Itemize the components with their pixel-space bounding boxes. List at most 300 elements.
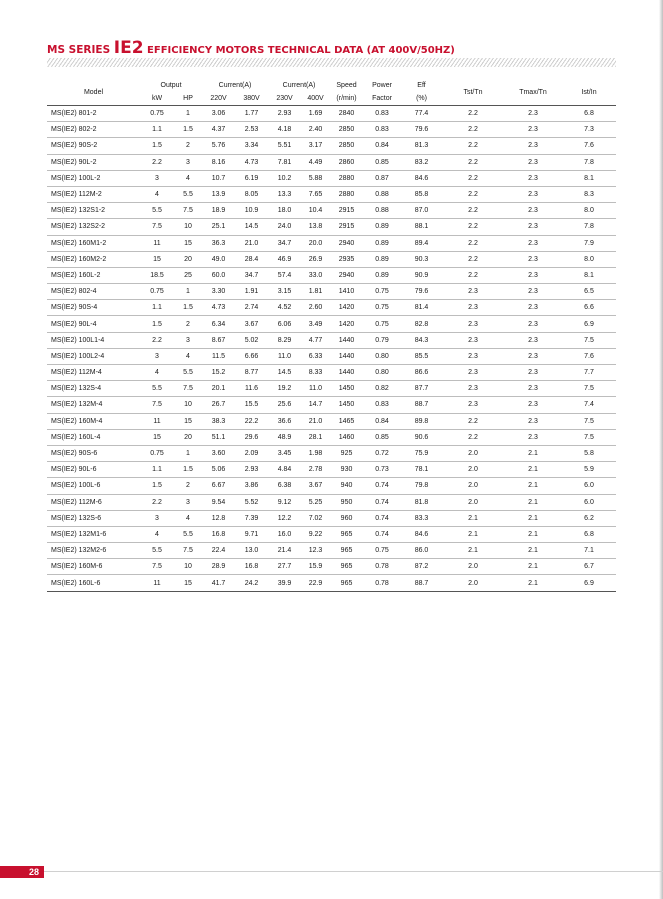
table-cell: 7.5 — [140, 219, 174, 235]
table-cell: 2.2 — [442, 138, 504, 154]
table-cell: 2.1 — [504, 445, 562, 461]
table-cell: 84.6 — [401, 526, 442, 542]
table-cell: 2.2 — [442, 219, 504, 235]
table-cell: 4 — [140, 365, 174, 381]
table-cell: 0.89 — [363, 267, 401, 283]
table-cell: 14.5 — [268, 365, 301, 381]
table-body — [47, 106, 616, 592]
table-cell: 48.9 — [268, 429, 301, 445]
table-cell: 1.77 — [235, 106, 268, 122]
table-cell: 4.18 — [268, 122, 301, 138]
table-cell: 2.93 — [235, 462, 268, 478]
table-cell: 5.5 — [140, 203, 174, 219]
table-row — [47, 397, 616, 413]
model-cell: MS(IE2) 90L-4 — [47, 316, 140, 332]
table-cell: 6.66 — [235, 348, 268, 364]
table-cell: 4 — [174, 348, 202, 364]
table-cell: 60.0 — [202, 267, 235, 283]
table-cell: 9.12 — [268, 494, 301, 510]
table-cell: 13.3 — [268, 186, 301, 202]
table-cell: 1.81 — [301, 284, 330, 300]
model-cell: MS(IE2) 90L-2 — [47, 154, 140, 170]
model-cell: MS(IE2) 160M2-2 — [47, 251, 140, 267]
table-cell: 18.0 — [268, 203, 301, 219]
table-cell: 7.6 — [562, 348, 616, 364]
table-cell: 7.4 — [562, 397, 616, 413]
header-output: Output — [160, 82, 182, 89]
table-row — [47, 203, 616, 219]
table-row — [47, 575, 616, 591]
header-model: Model — [83, 88, 104, 96]
table-cell: 960 — [330, 510, 363, 526]
table-cell: 2.2 — [442, 122, 504, 138]
model-cell: MS(IE2) 90S-4 — [47, 300, 140, 316]
table-cell: 0.78 — [363, 575, 401, 591]
table-cell: 15.2 — [202, 365, 235, 381]
table-cell: 0.78 — [363, 559, 401, 575]
table-cell: 15 — [140, 429, 174, 445]
table-cell: 0.89 — [363, 219, 401, 235]
model-cell: MS(IE2) 100L-6 — [47, 478, 140, 494]
table-cell: 8.1 — [562, 170, 616, 186]
table-cell: 2.93 — [268, 106, 301, 122]
table-cell: 9.54 — [202, 494, 235, 510]
table-cell: 0.85 — [363, 154, 401, 170]
table-cell: 87.0 — [401, 203, 442, 219]
table-cell: 21.0 — [235, 235, 268, 251]
table-cell: 2.40 — [301, 122, 330, 138]
table-cell: 0.75 — [140, 445, 174, 461]
table-cell: 0.75 — [140, 106, 174, 122]
table-cell: 1460 — [330, 429, 363, 445]
table-row — [47, 219, 616, 235]
table-row — [47, 365, 616, 381]
table-cell: 2.1 — [504, 575, 562, 591]
model-cell: MS(IE2) 132S1-2 — [47, 203, 140, 219]
table-cell: 0.80 — [363, 365, 401, 381]
model-cell: MS(IE2) 160L-2 — [47, 267, 140, 283]
table-cell: 6.6 — [562, 300, 616, 316]
header-380v: 380V — [243, 94, 260, 102]
table-cell: 81.4 — [401, 300, 442, 316]
table-cell: 2.2 — [442, 154, 504, 170]
table-row — [47, 154, 616, 170]
table-cell: 1450 — [330, 397, 363, 413]
model-cell: MS(IE2) 90S-6 — [47, 445, 140, 461]
table-cell: 2.1 — [442, 543, 504, 559]
header-speed-unit: (r/min) — [336, 94, 357, 102]
table-cell: 6.5 — [562, 284, 616, 300]
table-cell: 7.39 — [235, 510, 268, 526]
table-cell: 2.60 — [301, 300, 330, 316]
table-cell: 1.1 — [140, 122, 174, 138]
table-cell: 940 — [330, 478, 363, 494]
table-cell: 14.7 — [301, 397, 330, 413]
table-cell: 6.7 — [562, 559, 616, 575]
table-row — [47, 494, 616, 510]
table-cell: 0.87 — [363, 170, 401, 186]
table-cell: 20.1 — [202, 381, 235, 397]
table-cell: 0.88 — [363, 203, 401, 219]
table-cell: 81.8 — [401, 494, 442, 510]
table-cell: 20.0 — [301, 235, 330, 251]
table-cell: 5.5 — [140, 543, 174, 559]
table-cell: 8.0 — [562, 251, 616, 267]
table-cell: 6.0 — [562, 478, 616, 494]
page-number: 28 — [0, 866, 44, 878]
table-cell: 0.83 — [363, 106, 401, 122]
page-edge-shadow — [659, 0, 663, 899]
table-cell: 84.3 — [401, 332, 442, 348]
header-230v: 230V — [276, 94, 293, 102]
table-cell: 21.4 — [268, 543, 301, 559]
table-cell: 87.7 — [401, 381, 442, 397]
table-cell: 3 — [140, 170, 174, 186]
table-cell: 3 — [140, 510, 174, 526]
table-cell: 2.3 — [504, 332, 562, 348]
table-cell: 12.8 — [202, 510, 235, 526]
table-cell: 1450 — [330, 381, 363, 397]
table-cell: 2.3 — [504, 251, 562, 267]
table-cell: 930 — [330, 462, 363, 478]
table-cell: 2.3 — [504, 235, 562, 251]
table-cell: 1.5 — [140, 316, 174, 332]
header-400v: 400V — [307, 94, 324, 102]
table-cell: 10.4 — [301, 203, 330, 219]
table-cell: 11 — [140, 413, 174, 429]
table-cell: 2860 — [330, 154, 363, 170]
table-cell: 3.86 — [235, 478, 268, 494]
table-cell: 15.5 — [235, 397, 268, 413]
table-cell: 0.84 — [363, 138, 401, 154]
table-cell: 78.1 — [401, 462, 442, 478]
table-cell: 2.3 — [504, 413, 562, 429]
table-cell: 15 — [174, 235, 202, 251]
table-cell: 57.4 — [268, 267, 301, 283]
table-cell: 8.05 — [235, 186, 268, 202]
table-cell: 8.1 — [562, 267, 616, 283]
table-row — [47, 170, 616, 186]
model-cell: MS(IE2) 160L-6 — [47, 575, 140, 591]
table-cell: 2.3 — [504, 316, 562, 332]
table-cell: 2.3 — [504, 203, 562, 219]
table-cell: 2.3 — [442, 332, 504, 348]
table-cell: 2940 — [330, 267, 363, 283]
table-cell: 2840 — [330, 106, 363, 122]
table-cell: 51.1 — [202, 429, 235, 445]
model-cell: MS(IE2) 160M-4 — [47, 413, 140, 429]
table-cell: 2.3 — [504, 429, 562, 445]
table-cell: 0.74 — [363, 526, 401, 542]
table-cell: 2.2 — [442, 203, 504, 219]
model-cell: MS(IE2) 112M-2 — [47, 186, 140, 202]
table-cell: 2.2 — [442, 413, 504, 429]
table-cell: 7.81 — [268, 154, 301, 170]
table-cell: 7.5 — [174, 381, 202, 397]
table-cell: 3.67 — [235, 316, 268, 332]
table-cell: 2.3 — [504, 381, 562, 397]
table-cell: 2.3 — [504, 365, 562, 381]
model-cell: MS(IE2) 801-2 — [47, 106, 140, 122]
table-cell: 1420 — [330, 316, 363, 332]
table-cell: 8.0 — [562, 203, 616, 219]
table-row — [47, 332, 616, 348]
table-cell: 19.2 — [268, 381, 301, 397]
table-cell: 22.4 — [202, 543, 235, 559]
table-cell: 0.74 — [363, 510, 401, 526]
header-speed: Speed — [336, 82, 357, 89]
table-cell: 0.89 — [363, 251, 401, 267]
table-cell: 7.8 — [562, 154, 616, 170]
table-cell: 2.3 — [504, 106, 562, 122]
table-cell: 6.9 — [562, 575, 616, 591]
table-cell: 2.1 — [504, 462, 562, 478]
table-cell: 10 — [174, 219, 202, 235]
table-cell: 2880 — [330, 170, 363, 186]
table-cell: 2.3 — [442, 284, 504, 300]
header-eff-unit: (%) — [416, 94, 427, 102]
table-cell: 2 — [174, 316, 202, 332]
table-cell: 6.33 — [301, 348, 330, 364]
table-cell: 4.77 — [301, 332, 330, 348]
table-cell: 4 — [140, 186, 174, 202]
table-cell: 88.1 — [401, 219, 442, 235]
table-cell: 16.0 — [268, 526, 301, 542]
table-cell: 25 — [174, 267, 202, 283]
model-cell: MS(IE2) 132M-4 — [47, 397, 140, 413]
title-prefix: MS SERIES — [47, 44, 114, 56]
header-current-220-380: Current(A) — [218, 82, 252, 89]
table-cell: 77.4 — [401, 106, 442, 122]
technical-data-table — [47, 80, 616, 592]
model-cell: MS(IE2) 160L-4 — [47, 429, 140, 445]
table-cell: 4.84 — [268, 462, 301, 478]
table-row — [47, 445, 616, 461]
table-cell: 1410 — [330, 284, 363, 300]
table-cell: 13.0 — [235, 543, 268, 559]
table-cell: 15 — [140, 251, 174, 267]
table-cell: 16.8 — [235, 559, 268, 575]
table-cell: 34.7 — [235, 267, 268, 283]
table-cell: 1.91 — [235, 284, 268, 300]
table-cell: 7.7 — [562, 365, 616, 381]
table-cell: 28.4 — [235, 251, 268, 267]
table-cell: 2.1 — [504, 543, 562, 559]
table-cell: 3 — [174, 154, 202, 170]
table-cell: 24.0 — [268, 219, 301, 235]
table-cell: 39.9 — [268, 575, 301, 591]
table-cell: 14.5 — [235, 219, 268, 235]
table-cell: 1440 — [330, 332, 363, 348]
header-ist-in: Ist/In — [581, 88, 597, 96]
table-cell: 86.0 — [401, 543, 442, 559]
table-cell: 20 — [174, 251, 202, 267]
table-cell: 8.16 — [202, 154, 235, 170]
header-220v: 220V — [210, 94, 227, 102]
model-cell: MS(IE2) 132S2-2 — [47, 219, 140, 235]
table-cell: 90.3 — [401, 251, 442, 267]
table-cell: 89.4 — [401, 235, 442, 251]
table-cell: 9.71 — [235, 526, 268, 542]
table-cell: 1.5 — [140, 138, 174, 154]
table-cell: 27.7 — [268, 559, 301, 575]
table-cell: 11 — [140, 235, 174, 251]
table-cell: 88.7 — [401, 397, 442, 413]
table-cell: 22.9 — [301, 575, 330, 591]
table-cell: 2.2 — [442, 106, 504, 122]
table-cell: 5.9 — [562, 462, 616, 478]
table-cell: 83.2 — [401, 154, 442, 170]
table-cell: 11 — [140, 575, 174, 591]
table-row — [47, 267, 616, 283]
table-cell: 10 — [174, 397, 202, 413]
table-row — [47, 284, 616, 300]
table-cell: 2.3 — [504, 267, 562, 283]
table-cell: 11.0 — [268, 348, 301, 364]
table-cell: 1.5 — [140, 478, 174, 494]
table-cell: 88.7 — [401, 575, 442, 591]
table-cell: 7.5 — [174, 203, 202, 219]
table-cell: 3.30 — [202, 284, 235, 300]
table-cell: 2.1 — [442, 526, 504, 542]
table-cell: 3.67 — [301, 478, 330, 494]
table-cell: 11.0 — [301, 381, 330, 397]
table-cell: 4 — [174, 170, 202, 186]
table-cell: 6.0 — [562, 494, 616, 510]
table-cell: 2915 — [330, 219, 363, 235]
table-cell: 15.9 — [301, 559, 330, 575]
table-cell: 6.06 — [268, 316, 301, 332]
table-cell: 20 — [174, 429, 202, 445]
table-cell: 8.29 — [268, 332, 301, 348]
table-row — [47, 316, 616, 332]
table-cell: 2.2 — [442, 267, 504, 283]
table-cell: 2.2 — [140, 494, 174, 510]
table-cell: 81.3 — [401, 138, 442, 154]
table-cell: 2.74 — [235, 300, 268, 316]
table-cell: 5.5 — [174, 365, 202, 381]
table-cell: 3.45 — [268, 445, 301, 461]
model-cell: MS(IE2) 132M2-6 — [47, 543, 140, 559]
table-cell: 4.37 — [202, 122, 235, 138]
model-cell: MS(IE2) 100L2-4 — [47, 348, 140, 364]
header-tst-tn: Tst/Tn — [463, 88, 483, 96]
table-cell: 11.5 — [202, 348, 235, 364]
footer-rule — [44, 871, 663, 872]
table-cell: 10.2 — [268, 170, 301, 186]
table-cell: 28.9 — [202, 559, 235, 575]
page-title — [47, 38, 455, 58]
table-cell: 2.3 — [504, 284, 562, 300]
table-cell: 2880 — [330, 186, 363, 202]
table-cell: 965 — [330, 526, 363, 542]
table-cell: 1.5 — [174, 462, 202, 478]
table-cell: 15 — [174, 413, 202, 429]
table-cell: 49.0 — [202, 251, 235, 267]
table-row — [47, 381, 616, 397]
table-cell: 0.74 — [363, 478, 401, 494]
header-power: Power — [372, 82, 392, 89]
table-cell: 11.6 — [235, 381, 268, 397]
table-cell: 2.2 — [442, 251, 504, 267]
table-cell: 965 — [330, 575, 363, 591]
table-cell: 85.5 — [401, 348, 442, 364]
table-cell: 2 — [174, 138, 202, 154]
table-cell: 10 — [174, 559, 202, 575]
table-cell: 965 — [330, 543, 363, 559]
table-cell: 3 — [174, 494, 202, 510]
table-cell: 13.8 — [301, 219, 330, 235]
table-row — [47, 138, 616, 154]
model-cell: MS(IE2) 112M-4 — [47, 365, 140, 381]
table-cell: 6.38 — [268, 478, 301, 494]
table-cell: 1.5 — [174, 122, 202, 138]
table-cell: 4.52 — [268, 300, 301, 316]
table-row — [47, 526, 616, 542]
table-cell: 26.9 — [301, 251, 330, 267]
table-row — [47, 478, 616, 494]
table-cell: 6.9 — [562, 316, 616, 332]
table-cell: 2.2 — [140, 154, 174, 170]
model-cell: MS(IE2) 160M-6 — [47, 559, 140, 575]
table-cell: 1.98 — [301, 445, 330, 461]
table-cell: 2.0 — [442, 462, 504, 478]
table-cell: 950 — [330, 494, 363, 510]
table-cell: 4 — [174, 510, 202, 526]
header-hp: HP — [183, 94, 193, 102]
table-cell: 12.2 — [268, 510, 301, 526]
header-eff: Eff — [417, 82, 426, 89]
table-cell: 7.1 — [562, 543, 616, 559]
table-cell: 7.9 — [562, 235, 616, 251]
table-cell: 0.88 — [363, 186, 401, 202]
table-cell: 7.5 — [174, 543, 202, 559]
table-cell: 2.3 — [504, 138, 562, 154]
table-cell: 0.75 — [363, 316, 401, 332]
table-cell: 0.82 — [363, 381, 401, 397]
table-cell: 2.2 — [442, 235, 504, 251]
header-current-230-400: Current(A) — [282, 82, 316, 89]
table-cell: 16.8 — [202, 526, 235, 542]
table-cell: 5.51 — [268, 138, 301, 154]
table-cell: 4 — [140, 526, 174, 542]
table-cell: 10.7 — [202, 170, 235, 186]
model-cell: MS(IE2) 802-4 — [47, 284, 140, 300]
table-row — [47, 413, 616, 429]
table-cell: 0.75 — [363, 543, 401, 559]
table-cell: 86.6 — [401, 365, 442, 381]
table-cell: 26.7 — [202, 397, 235, 413]
table-cell: 2.3 — [442, 381, 504, 397]
table-cell: 0.83 — [363, 397, 401, 413]
table-cell: 0.79 — [363, 332, 401, 348]
model-cell: MS(IE2) 90S-2 — [47, 138, 140, 154]
table-cell: 5.02 — [235, 332, 268, 348]
table-cell: 3.34 — [235, 138, 268, 154]
table-cell: 2.2 — [442, 429, 504, 445]
table-cell: 6.34 — [202, 316, 235, 332]
table-cell: 5.88 — [301, 170, 330, 186]
table-cell: 2.2 — [442, 186, 504, 202]
table-cell: 38.3 — [202, 413, 235, 429]
table-cell: 12.3 — [301, 543, 330, 559]
table-cell: 5.8 — [562, 445, 616, 461]
table-cell: 22.2 — [235, 413, 268, 429]
table-cell: 7.5 — [562, 429, 616, 445]
model-cell: MS(IE2) 100L1-4 — [47, 332, 140, 348]
table-cell: 1 — [174, 106, 202, 122]
table-cell: 34.7 — [268, 235, 301, 251]
